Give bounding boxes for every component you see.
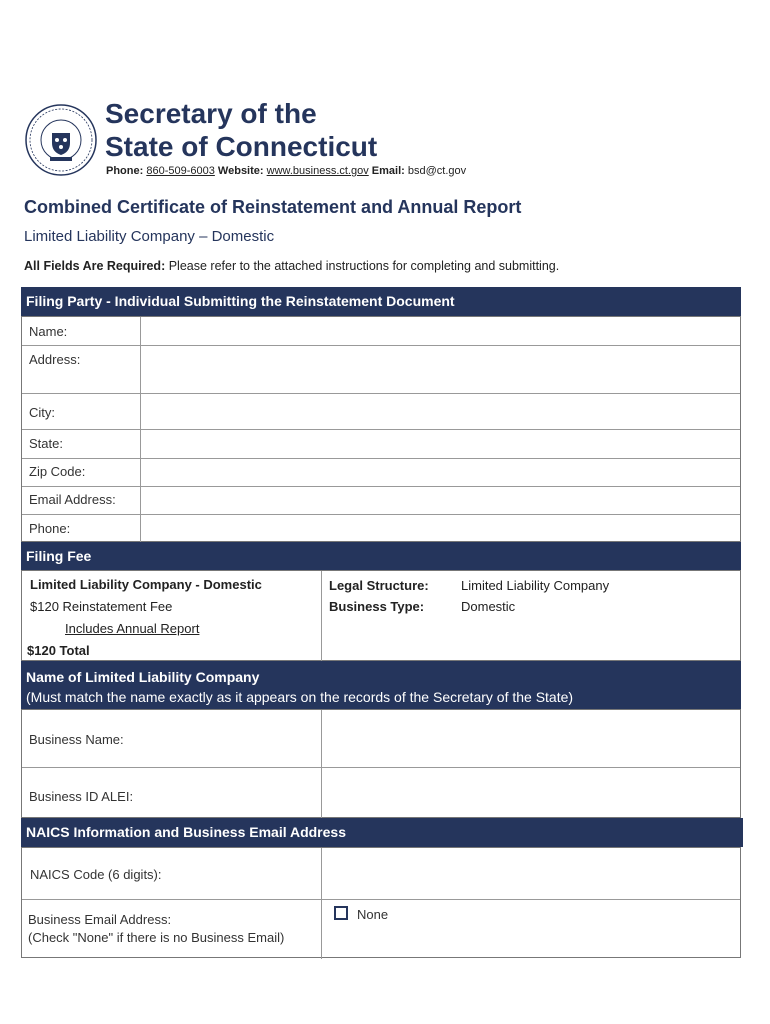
- fee-entity-type: Limited Liability Company - Domestic: [30, 577, 262, 592]
- none-label: None: [357, 907, 389, 922]
- phone-label: Phone:: [106, 165, 144, 177]
- required-label: All Fields Are Required:: [24, 259, 166, 273]
- naics-table: [21, 847, 741, 958]
- business-email-label: Business Email Address:: [28, 912, 172, 927]
- form-subtitle: Limited Liability Company – Domestic: [24, 228, 275, 245]
- fee-includes: Includes Annual Report: [65, 621, 200, 636]
- website-link[interactable]: www.business.ct.gov: [266, 165, 369, 177]
- llc-name-heading: Name of Limited Liability Company: [26, 669, 260, 685]
- zip-input[interactable]: [141, 459, 741, 486]
- fee-total: $120 Total: [27, 643, 90, 658]
- business-type-value: Domestic: [461, 599, 516, 614]
- llc-name-heading-block: [21, 661, 741, 709]
- business-id-input[interactable]: [322, 768, 740, 817]
- legal-structure-label: Legal Structure:: [329, 578, 429, 593]
- state-label: State:: [29, 436, 63, 451]
- contact-line: [106, 165, 466, 177]
- email-value: bsd@ct.gov: [407, 165, 467, 177]
- naics-code-label: NAICS Code (6 digits):: [30, 867, 162, 882]
- email-label: Email:: [371, 165, 405, 177]
- org-name-line2: State of Connecticut: [105, 131, 378, 162]
- legal-structure-value: Limited Liability Company: [461, 578, 610, 593]
- fee-line: $120 Reinstatement Fee: [30, 599, 173, 614]
- email-address-label: Email Address:: [29, 492, 116, 507]
- business-type-label: Business Type:: [329, 599, 425, 614]
- filing-fee-heading: Filing Fee: [21, 542, 741, 570]
- row-divider: [22, 899, 740, 900]
- website-label: Website:: [217, 165, 264, 177]
- city-input[interactable]: [141, 394, 741, 429]
- form-title: Combined Certificate of Reinstatement and Annual Report: [24, 197, 522, 217]
- llc-name-table: [21, 709, 741, 818]
- city-label: City:: [29, 405, 55, 420]
- naics-heading: NAICS Information and Business Email Address: [21, 818, 743, 847]
- none-checkbox[interactable]: [334, 906, 348, 920]
- filing-fee-table: [21, 570, 741, 661]
- state-seal-logo: [24, 103, 98, 177]
- required-notice: [24, 259, 559, 273]
- business-id-label: Business ID ALEI:: [29, 789, 134, 804]
- zip-label: Zip Code:: [29, 464, 86, 479]
- org-name-line1: Secretary of the: [105, 98, 317, 129]
- phone-input[interactable]: [141, 515, 741, 541]
- llc-name-subheading: (Must match the name exactly as it appears on the records of the Secretary of the State): [26, 689, 574, 705]
- name-input[interactable]: [141, 317, 741, 345]
- address-input[interactable]: [141, 346, 741, 393]
- naics-code-input[interactable]: [322, 848, 740, 898]
- business-email-note: (Check "None" if there is no Business Email): [28, 930, 285, 945]
- business-name-label: Business Name:: [29, 732, 124, 747]
- name-label: Name:: [29, 324, 68, 339]
- phone-link[interactable]: 860-509-6003: [146, 165, 215, 177]
- required-text: Please refer to the attached instructions for completing and submitting.: [168, 259, 560, 273]
- state-input[interactable]: [141, 430, 741, 458]
- filing-party-heading: Filing Party - Individual Submitting the Reinstatement Document: [21, 287, 741, 316]
- business-name-input[interactable]: [322, 710, 740, 766]
- filing-party-table: [21, 316, 741, 542]
- address-label: Address:: [29, 352, 81, 367]
- email-input[interactable]: [141, 487, 741, 514]
- phone-field-label: Phone:: [29, 521, 71, 536]
- column-divider: [321, 571, 322, 662]
